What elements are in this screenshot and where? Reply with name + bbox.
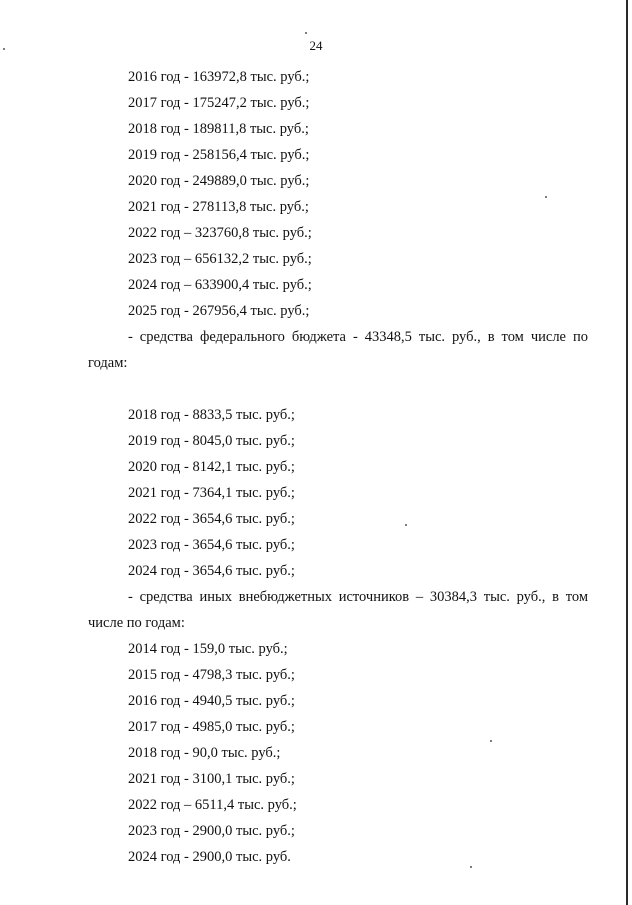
funding-line: 2019 год - 8045,0 тыс. руб.;	[128, 433, 295, 449]
page-number: 24	[309, 38, 323, 53]
funding-line: 2025 год - 267956,4 тыс. руб.;	[128, 303, 310, 319]
scan-speck	[470, 866, 472, 868]
funding-line: 2016 год - 4940,5 тыс. руб.;	[128, 693, 295, 709]
scan-speck	[405, 524, 407, 526]
funding-line: 2022 год – 6511,4 тыс. руб.;	[128, 797, 297, 813]
funding-line: 2018 год - 189811,8 тыс. руб.;	[128, 121, 309, 137]
funding-line: 2020 год - 249889,0 тыс. руб.;	[128, 173, 310, 189]
funding-line: 2015 год - 4798,3 тыс. руб.;	[128, 667, 295, 683]
page-edge	[626, 0, 628, 905]
funding-line: 2017 год - 175247,2 тыс. руб.;	[128, 95, 310, 111]
funding-line: 2024 год - 3654,6 тыс. руб.;	[128, 563, 295, 579]
funding-line: 2021 год - 278113,8 тыс. руб.;	[128, 199, 309, 215]
funding-line: 2023 год – 656132,2 тыс. руб.;	[128, 251, 312, 267]
funding-line: 2018 год - 90,0 тыс. руб.;	[128, 745, 281, 761]
scan-speck	[490, 740, 492, 742]
funding-line: 2019 год - 258156,4 тыс. руб.;	[128, 147, 310, 163]
extra-budgetary-paragraph-cont: числе по годам:	[88, 615, 185, 631]
scan-speck	[3, 48, 5, 50]
funding-line: 2014 год - 159,0 тыс. руб.;	[128, 641, 288, 657]
funding-line: 2022 год – 323760,8 тыс. руб.;	[128, 225, 312, 241]
funding-line: 2024 год – 633900,4 тыс. руб.;	[128, 277, 312, 293]
funding-line: 2022 год - 3654,6 тыс. руб.;	[128, 511, 295, 527]
scan-speck	[545, 196, 547, 198]
funding-line: 2021 год - 7364,1 тыс. руб.;	[128, 485, 295, 501]
funding-line: 2024 год - 2900,0 тыс. руб.	[128, 849, 291, 865]
federal-budget-paragraph: - средства федерального бюджета - 43348,5 тыс. руб., в том числе по	[128, 329, 588, 345]
funding-line: 2023 год - 3654,6 тыс. руб.;	[128, 537, 295, 553]
funding-line: 2017 год - 4985,0 тыс. руб.;	[128, 719, 295, 735]
extra-budgetary-paragraph: - средства иных внебюджетных источников – 30384,3 тыс. руб., в том	[128, 589, 588, 605]
funding-line: 2016 год - 163972,8 тыс. руб.;	[128, 69, 310, 85]
scan-speck	[305, 32, 307, 34]
federal-budget-paragraph-cont: годам:	[88, 355, 128, 371]
funding-line: 2023 год - 2900,0 тыс. руб.;	[128, 823, 295, 839]
funding-line: 2020 год - 8142,1 тыс. руб.;	[128, 459, 295, 475]
funding-line: 2018 год - 8833,5 тыс. руб.;	[128, 407, 295, 423]
funding-line: 2021 год - 3100,1 тыс. руб.;	[128, 771, 295, 787]
